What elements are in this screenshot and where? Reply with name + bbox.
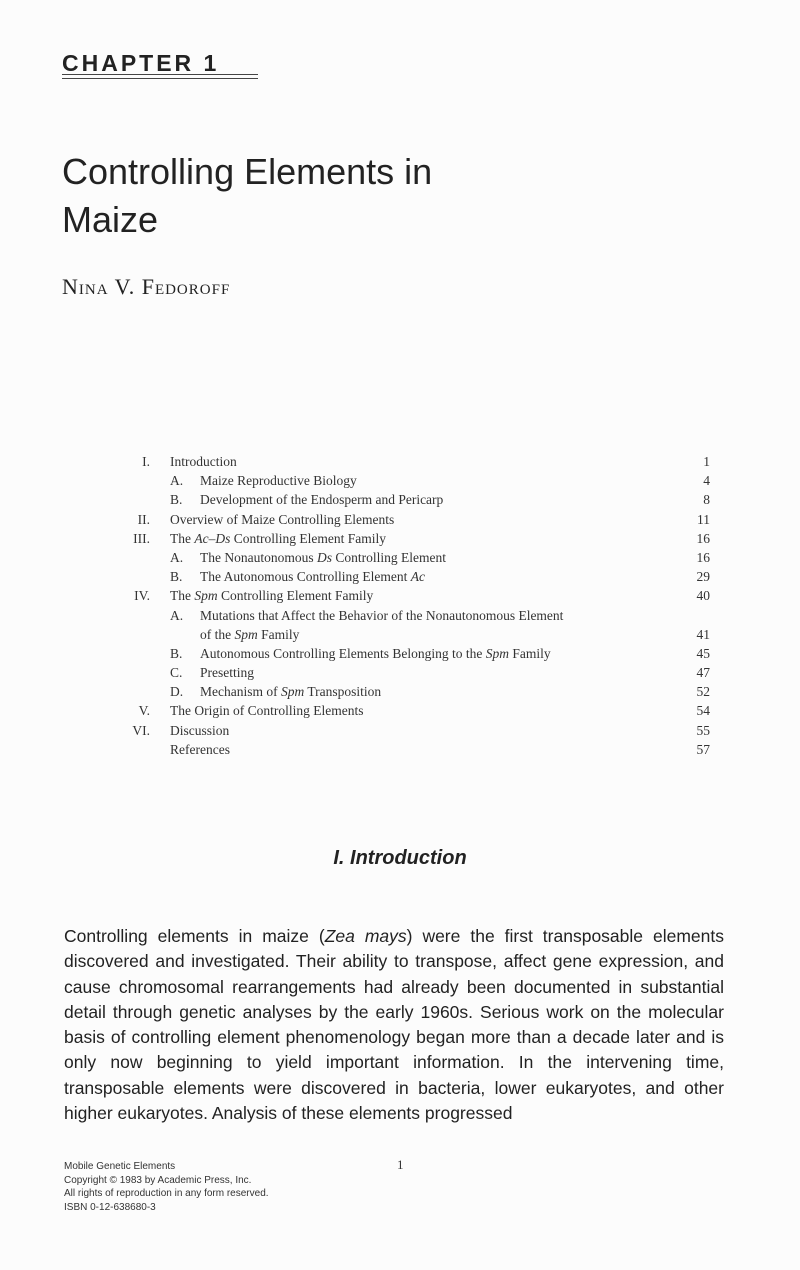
toc-row (130, 567, 710, 586)
toc-entry-title (200, 644, 551, 663)
body-text-post: ) were the first transposable elements discovered and investigated. Their ability to transpose, affect gene expression, and cause chromosomal rearrangements had already been documented in substantial detail through genetic analyses by the early 1960s. Serious work on the molecular basis of controlling element phenomenology began more than a decade later and is only now beginning to yield important information. In the intervening time, transposable elements were discovered in bacteria, lower eukaryotes, and other higher eukaryotes. Analysis of these elements progressed (64, 926, 724, 1124)
toc-entry-title: Presetting (200, 665, 254, 681)
toc-page-number: 41 (696, 626, 710, 642)
toc-entry-text: Controlling Element Family (217, 588, 374, 604)
footer-copyright: Copyright © 1983 by Academic Press, Inc. (64, 1174, 252, 1186)
chapter-title-line1: Controlling Elements in (62, 151, 433, 192)
toc-page-number: 52 (696, 684, 710, 700)
chapter-label: CHAPTER 1 (62, 50, 220, 76)
toc-page-number: 40 (696, 588, 710, 604)
chapter-title-line2: Maize (62, 199, 159, 240)
toc-roman-numeral: II. (137, 511, 150, 527)
toc-entry-title (200, 682, 381, 701)
toc-page-number: 16 (696, 549, 710, 565)
toc-roman-numeral: IV. (134, 588, 150, 604)
toc-row (130, 510, 710, 529)
toc-entry-italic: Spm (234, 626, 258, 642)
toc-entry-title (200, 625, 299, 644)
toc-row (130, 663, 710, 682)
toc-entry-title (200, 548, 446, 567)
toc-roman-numeral: V. (138, 703, 150, 719)
toc-entry-title: Overview of Maize Controlling Elements (170, 511, 395, 527)
toc-roman-numeral: VI. (132, 722, 150, 738)
toc-row (130, 682, 710, 701)
toc-row (130, 701, 710, 720)
toc-entry-italic: Ds (317, 549, 333, 565)
copyright-footer (64, 1160, 269, 1214)
toc-page-number: 45 (696, 645, 710, 661)
toc-page-number: 57 (696, 741, 710, 757)
toc-entry-italic: Ac (410, 569, 425, 585)
toc-entry-title (200, 567, 425, 586)
toc-letter: A. (170, 549, 184, 565)
toc-entry-title: Introduction (170, 454, 237, 469)
footer-rights: All rights of reproduction in any form reserved. (64, 1188, 269, 1199)
toc-entry-title (170, 586, 373, 605)
toc-row (130, 644, 710, 663)
body-text-italic: Zea mays (324, 926, 407, 946)
toc-entry-title: Mutations that Affect the Behavior of the Nonautonomous Element (200, 607, 564, 623)
footer-book-title: Mobile Genetic Elements (64, 1161, 176, 1172)
toc-entry-text: The Autonomous Controlling Element (200, 569, 411, 585)
section-heading: I. Introduction (333, 847, 467, 869)
toc-letter: A. (170, 473, 184, 489)
toc-letter: B. (170, 492, 183, 508)
toc-page-number: 16 (696, 530, 710, 546)
toc-row (130, 471, 710, 490)
toc-entry-text: Controlling Element (332, 549, 447, 565)
toc-letter: A. (170, 607, 184, 623)
toc-row (130, 548, 710, 567)
toc-page-number: 29 (696, 569, 710, 585)
toc-entry-title: Development of the Endosperm and Pericarp (200, 492, 444, 508)
toc-entry-text: Family (509, 645, 551, 661)
body-text-pre: Controlling elements in maize ( (64, 926, 325, 946)
toc-row (130, 721, 710, 740)
chapter-title (62, 148, 622, 244)
toc-entry-text: The (170, 588, 195, 604)
toc-page-number: 55 (696, 722, 710, 738)
toc-entry-text: The Nonautonomous (200, 549, 317, 565)
toc-entry-italic: Spm (485, 645, 509, 661)
chapter-double-rule (62, 74, 258, 79)
toc-entry-title: Maize Reproductive Biology (200, 473, 357, 489)
page-number: 1 (397, 1157, 404, 1172)
toc-row (130, 452, 710, 471)
toc-page-number: 1 (703, 454, 710, 469)
toc-page-number: 11 (697, 511, 710, 527)
toc-row (130, 740, 710, 759)
body-paragraph (64, 924, 724, 1126)
toc-entry-text: Autonomous Controlling Elements Belonging to the (200, 645, 486, 661)
toc-entry-text: The (170, 530, 195, 546)
toc-letter: B. (170, 645, 183, 661)
toc-roman-numeral: III. (133, 530, 150, 546)
toc-entry-title: References (170, 741, 230, 757)
toc-page-number: 54 (696, 703, 710, 719)
toc-entry-italic: Spm (280, 684, 305, 700)
author-name: Nina V. Fedoroff (62, 274, 231, 299)
toc-letter: B. (170, 569, 183, 585)
toc-entry-title: Discussion (170, 722, 230, 738)
toc-page-number: 47 (696, 665, 710, 681)
toc-page-number: 8 (703, 492, 710, 508)
toc-entry-text: Mechanism of (200, 684, 281, 700)
toc-entry-text: of the (200, 626, 235, 642)
table-of-contents (130, 452, 710, 759)
toc-row (130, 490, 710, 509)
toc-entry-title: The Origin of Controlling Elements (170, 703, 364, 719)
toc-letter: C. (170, 665, 183, 681)
toc-row (130, 586, 710, 605)
toc-entry-text: Family (257, 626, 300, 642)
toc-entry-text: Transposition (304, 684, 382, 700)
toc-entry-title (170, 529, 386, 548)
toc-row (130, 529, 710, 548)
toc-entry-text: Controlling Element Family (230, 530, 386, 546)
toc-entry-italic: Spm (194, 588, 218, 604)
toc-letter: D. (170, 684, 184, 700)
toc-page-number: 4 (703, 473, 710, 489)
toc-row (130, 606, 710, 625)
footer-isbn: ISBN 0-12-638680-3 (64, 1201, 156, 1213)
toc-row (130, 625, 710, 644)
toc-entry-italic: Ac–Ds (194, 530, 231, 546)
toc-roman-numeral: I. (142, 454, 150, 469)
